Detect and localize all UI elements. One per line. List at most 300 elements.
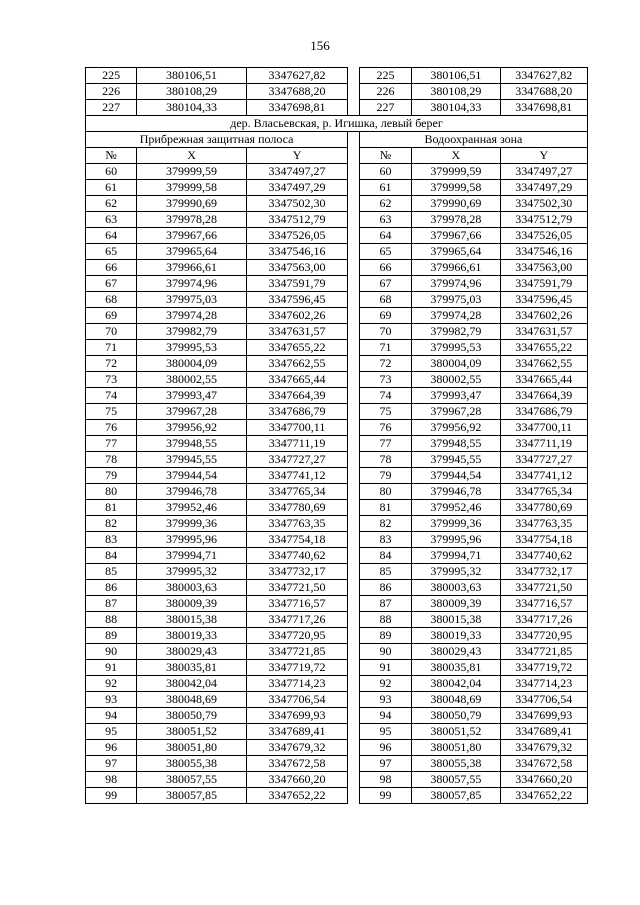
column-gap — [348, 740, 360, 756]
table-row — [86, 84, 588, 100]
y-coordinate-cell: 3347591,79 — [246, 276, 347, 292]
point-number-cell: 60 — [359, 164, 411, 180]
column-gap — [348, 548, 360, 564]
column-gap — [348, 404, 360, 420]
x-coordinate-cell: 379966,61 — [412, 260, 500, 276]
y-coordinate-cell: 3347714,23 — [500, 676, 587, 692]
x-coordinate-cell: 379974,96 — [412, 276, 500, 292]
x-coordinate-cell: 380108,29 — [412, 84, 500, 100]
x-coordinate-cell: 380002,55 — [137, 372, 247, 388]
y-coordinate-cell: 3347652,22 — [246, 788, 347, 804]
x-coordinate-cell: 379956,92 — [412, 420, 500, 436]
column-header-row — [86, 148, 588, 164]
y-coordinate-cell: 3347717,26 — [500, 612, 587, 628]
number-column-header: № — [86, 148, 137, 164]
x-coordinate-cell: 379975,03 — [412, 292, 500, 308]
point-number-cell: 65 — [359, 244, 411, 260]
point-number-cell: 81 — [86, 500, 137, 516]
table-row — [86, 308, 588, 324]
x-coordinate-cell: 379995,32 — [412, 564, 500, 580]
x-coordinate-cell: 380029,43 — [137, 644, 247, 660]
point-number-cell: 76 — [359, 420, 411, 436]
y-column-header: Y — [246, 148, 347, 164]
x-coordinate-cell: 379967,66 — [412, 228, 500, 244]
column-gap — [348, 580, 360, 596]
point-number-cell: 78 — [359, 452, 411, 468]
point-number-cell: 67 — [359, 276, 411, 292]
point-number-cell: 61 — [359, 180, 411, 196]
y-coordinate-cell: 3347689,41 — [246, 724, 347, 740]
column-gap — [348, 68, 360, 84]
x-coordinate-cell: 379967,66 — [137, 228, 247, 244]
table-row — [86, 228, 588, 244]
point-number-cell: 76 — [86, 420, 137, 436]
table-row — [86, 612, 588, 628]
y-coordinate-cell: 3347512,79 — [246, 212, 347, 228]
table-row — [86, 532, 588, 548]
point-number-cell: 93 — [359, 692, 411, 708]
page-number: 156 — [310, 38, 330, 53]
y-coordinate-cell: 3347711,19 — [500, 436, 587, 452]
point-number-cell: 77 — [359, 436, 411, 452]
x-coordinate-cell: 380003,63 — [137, 580, 247, 596]
column-gap — [348, 228, 360, 244]
x-coordinate-cell: 380019,33 — [412, 628, 500, 644]
x-coordinate-cell: 380042,04 — [137, 676, 247, 692]
y-coordinate-cell: 3347763,35 — [246, 516, 347, 532]
point-number-cell: 99 — [86, 788, 137, 804]
column-gap — [348, 660, 360, 676]
x-coordinate-cell: 379978,28 — [137, 212, 247, 228]
x-coordinate-cell: 379948,55 — [137, 436, 247, 452]
y-coordinate-cell: 3347662,55 — [246, 356, 347, 372]
table-row — [86, 420, 588, 436]
table-row — [86, 708, 588, 724]
table-row — [86, 564, 588, 580]
column-gap — [348, 420, 360, 436]
y-coordinate-cell: 3347689,41 — [500, 724, 587, 740]
point-number-cell: 92 — [359, 676, 411, 692]
y-coordinate-cell: 3347655,22 — [500, 340, 587, 356]
x-coordinate-cell: 380004,09 — [137, 356, 247, 372]
y-coordinate-cell: 3347497,29 — [500, 180, 587, 196]
x-coordinate-cell: 379999,58 — [137, 180, 247, 196]
point-number-cell: 78 — [86, 452, 137, 468]
table-row — [86, 404, 588, 420]
point-number-cell: 90 — [86, 644, 137, 660]
point-number-cell: 91 — [359, 660, 411, 676]
x-coordinate-cell: 379999,59 — [412, 164, 500, 180]
point-number-cell: 64 — [86, 228, 137, 244]
point-number-cell: 88 — [86, 612, 137, 628]
point-number-cell: 94 — [359, 708, 411, 724]
x-coordinate-cell: 379946,78 — [412, 484, 500, 500]
point-number-cell: 96 — [86, 740, 137, 756]
table-row — [86, 68, 588, 84]
y-coordinate-cell: 3347596,45 — [500, 292, 587, 308]
x-coordinate-cell: 380015,38 — [137, 612, 247, 628]
point-number-cell: 79 — [86, 468, 137, 484]
y-coordinate-cell: 3347686,79 — [246, 404, 347, 420]
y-coordinate-cell: 3347727,27 — [500, 452, 587, 468]
x-coordinate-cell: 379944,54 — [137, 468, 247, 484]
column-gap — [348, 484, 360, 500]
x-coordinate-cell: 380104,33 — [412, 100, 500, 116]
y-coordinate-cell: 3347660,20 — [500, 772, 587, 788]
point-number-cell: 72 — [359, 356, 411, 372]
point-number-cell: 82 — [359, 516, 411, 532]
x-coordinate-cell: 379966,61 — [137, 260, 247, 276]
point-number-cell: 64 — [359, 228, 411, 244]
x-coordinate-cell: 380057,55 — [137, 772, 247, 788]
column-gap — [348, 628, 360, 644]
x-coordinate-cell: 380051,52 — [412, 724, 500, 740]
table-row — [86, 676, 588, 692]
column-gap — [348, 436, 360, 452]
y-coordinate-cell: 3347699,93 — [500, 708, 587, 724]
table-row — [86, 196, 588, 212]
y-coordinate-cell: 3347698,81 — [246, 100, 347, 116]
point-number-cell: 227 — [86, 100, 137, 116]
point-number-cell: 81 — [359, 500, 411, 516]
column-gap — [348, 388, 360, 404]
point-number-cell: 60 — [86, 164, 137, 180]
x-coordinate-cell: 380057,85 — [137, 788, 247, 804]
point-number-cell: 84 — [86, 548, 137, 564]
y-coordinate-cell: 3347716,57 — [246, 596, 347, 612]
x-coordinate-cell: 380055,38 — [137, 756, 247, 772]
point-number-cell: 86 — [86, 580, 137, 596]
y-coordinate-cell: 3347563,00 — [500, 260, 587, 276]
right-section-header: Водоохранная зона — [359, 132, 587, 148]
y-coordinate-cell: 3347660,20 — [246, 772, 347, 788]
table-row — [86, 548, 588, 564]
table-row — [86, 372, 588, 388]
y-coordinate-cell: 3347526,05 — [500, 228, 587, 244]
table-row — [86, 756, 588, 772]
column-gap — [348, 516, 360, 532]
x-coordinate-cell: 379946,78 — [137, 484, 247, 500]
x-coordinate-cell: 380106,51 — [137, 68, 247, 84]
y-coordinate-cell: 3347720,95 — [246, 628, 347, 644]
column-gap — [348, 132, 360, 148]
x-coordinate-cell: 379999,36 — [412, 516, 500, 532]
x-coordinate-cell: 379952,46 — [137, 500, 247, 516]
x-coordinate-cell: 379967,28 — [412, 404, 500, 420]
x-column-header: X — [412, 148, 500, 164]
point-number-cell: 84 — [359, 548, 411, 564]
x-coordinate-cell: 379995,96 — [137, 532, 247, 548]
y-coordinate-cell: 3347672,58 — [500, 756, 587, 772]
table-row — [86, 292, 588, 308]
x-coordinate-cell: 379974,28 — [412, 308, 500, 324]
point-number-cell: 66 — [86, 260, 137, 276]
y-coordinate-cell: 3347688,20 — [500, 84, 587, 100]
x-coordinate-cell: 380002,55 — [412, 372, 500, 388]
column-gap — [348, 596, 360, 612]
column-gap — [348, 84, 360, 100]
x-coordinate-cell: 380050,79 — [412, 708, 500, 724]
x-coordinate-cell: 380057,55 — [412, 772, 500, 788]
point-number-cell: 225 — [359, 68, 411, 84]
point-number-cell: 73 — [86, 372, 137, 388]
column-gap — [348, 692, 360, 708]
point-number-cell: 62 — [86, 196, 137, 212]
y-coordinate-cell: 3347664,39 — [500, 388, 587, 404]
y-coordinate-cell: 3347740,62 — [500, 548, 587, 564]
point-number-cell: 98 — [359, 772, 411, 788]
y-coordinate-cell: 3347717,26 — [246, 612, 347, 628]
y-coordinate-cell: 3347546,16 — [500, 244, 587, 260]
y-coordinate-cell: 3347765,34 — [246, 484, 347, 500]
section-header-row — [86, 132, 588, 148]
x-coordinate-cell: 379948,55 — [412, 436, 500, 452]
table-row — [86, 772, 588, 788]
y-coordinate-cell: 3347652,22 — [500, 788, 587, 804]
y-coordinate-cell: 3347780,69 — [500, 500, 587, 516]
y-coordinate-cell: 3347627,82 — [246, 68, 347, 84]
column-gap — [348, 756, 360, 772]
x-coordinate-cell: 380035,81 — [137, 660, 247, 676]
table-row — [86, 436, 588, 452]
column-gap — [348, 212, 360, 228]
column-gap — [348, 164, 360, 180]
table-row — [86, 644, 588, 660]
column-gap — [348, 260, 360, 276]
point-number-cell: 68 — [359, 292, 411, 308]
table-row — [86, 628, 588, 644]
x-coordinate-cell: 379945,55 — [137, 452, 247, 468]
point-number-cell: 80 — [359, 484, 411, 500]
point-number-cell: 87 — [86, 596, 137, 612]
x-coordinate-cell: 379994,71 — [412, 548, 500, 564]
y-coordinate-cell: 3347563,00 — [246, 260, 347, 276]
column-gap — [348, 676, 360, 692]
y-coordinate-cell: 3347714,23 — [246, 676, 347, 692]
point-number-cell: 83 — [86, 532, 137, 548]
x-coordinate-cell: 379995,96 — [412, 532, 500, 548]
x-coordinate-cell: 380048,69 — [412, 692, 500, 708]
x-coordinate-cell: 379944,54 — [412, 468, 500, 484]
column-gap — [348, 324, 360, 340]
point-number-cell: 99 — [359, 788, 411, 804]
point-number-cell: 97 — [86, 756, 137, 772]
table-row — [86, 276, 588, 292]
column-gap — [348, 644, 360, 660]
y-coordinate-cell: 3347665,44 — [246, 372, 347, 388]
y-coordinate-cell: 3347497,29 — [246, 180, 347, 196]
point-number-cell: 65 — [86, 244, 137, 260]
table-row — [86, 740, 588, 756]
x-coordinate-cell: 379993,47 — [412, 388, 500, 404]
point-number-cell: 90 — [359, 644, 411, 660]
x-coordinate-cell: 380019,33 — [137, 628, 247, 644]
point-number-cell: 69 — [359, 308, 411, 324]
table-row — [86, 324, 588, 340]
y-coordinate-cell: 3347502,30 — [246, 196, 347, 212]
x-coordinate-cell: 379945,55 — [412, 452, 500, 468]
table-row — [86, 596, 588, 612]
point-number-cell: 70 — [359, 324, 411, 340]
table-row — [86, 660, 588, 676]
x-column-header: X — [137, 148, 247, 164]
table-row — [86, 260, 588, 276]
table-row — [86, 452, 588, 468]
y-coordinate-cell: 3347672,58 — [246, 756, 347, 772]
coordinates-table — [85, 67, 588, 804]
x-coordinate-cell: 380015,38 — [412, 612, 500, 628]
y-coordinate-cell: 3347602,26 — [246, 308, 347, 324]
x-coordinate-cell: 379974,96 — [137, 276, 247, 292]
point-number-cell: 91 — [86, 660, 137, 676]
point-number-cell: 62 — [359, 196, 411, 212]
point-number-cell: 89 — [359, 628, 411, 644]
column-gap — [348, 612, 360, 628]
x-coordinate-cell: 380104,33 — [137, 100, 247, 116]
y-coordinate-cell: 3347732,17 — [246, 564, 347, 580]
y-coordinate-cell: 3347700,11 — [500, 420, 587, 436]
column-gap — [348, 244, 360, 260]
y-coordinate-cell: 3347719,72 — [246, 660, 347, 676]
point-number-cell: 74 — [359, 388, 411, 404]
x-coordinate-cell: 380009,39 — [137, 596, 247, 612]
point-number-cell: 71 — [86, 340, 137, 356]
table-row — [86, 180, 588, 196]
column-gap — [348, 180, 360, 196]
table-row — [86, 468, 588, 484]
point-number-cell: 80 — [86, 484, 137, 500]
y-coordinate-cell: 3347662,55 — [500, 356, 587, 372]
y-coordinate-cell: 3347602,26 — [500, 308, 587, 324]
y-coordinate-cell: 3347711,19 — [246, 436, 347, 452]
x-coordinate-cell: 380051,80 — [412, 740, 500, 756]
x-coordinate-cell: 380048,69 — [137, 692, 247, 708]
column-gap — [348, 468, 360, 484]
x-coordinate-cell: 379974,28 — [137, 308, 247, 324]
point-number-cell: 74 — [86, 388, 137, 404]
x-coordinate-cell: 379982,79 — [412, 324, 500, 340]
y-coordinate-cell: 3347754,18 — [500, 532, 587, 548]
point-number-cell: 63 — [359, 212, 411, 228]
table-row — [86, 724, 588, 740]
x-coordinate-cell: 379978,28 — [412, 212, 500, 228]
y-coordinate-cell: 3347631,57 — [500, 324, 587, 340]
point-number-cell: 227 — [359, 100, 411, 116]
y-coordinate-cell: 3347665,44 — [500, 372, 587, 388]
y-coordinate-cell: 3347664,39 — [246, 388, 347, 404]
x-coordinate-cell: 380106,51 — [412, 68, 500, 84]
y-coordinate-cell: 3347721,85 — [246, 644, 347, 660]
column-gap — [348, 100, 360, 116]
x-coordinate-cell: 379995,32 — [137, 564, 247, 580]
y-coordinate-cell: 3347512,79 — [500, 212, 587, 228]
y-coordinate-cell: 3347679,32 — [246, 740, 347, 756]
x-coordinate-cell: 379952,46 — [412, 500, 500, 516]
y-coordinate-cell: 3347698,81 — [500, 100, 587, 116]
table-row — [86, 164, 588, 180]
point-number-cell: 92 — [86, 676, 137, 692]
y-coordinate-cell: 3347706,54 — [246, 692, 347, 708]
point-number-cell: 82 — [86, 516, 137, 532]
point-number-cell: 66 — [359, 260, 411, 276]
point-number-cell: 94 — [86, 708, 137, 724]
x-coordinate-cell: 379990,69 — [412, 196, 500, 212]
x-coordinate-cell: 379982,79 — [137, 324, 247, 340]
x-coordinate-cell: 380009,39 — [412, 596, 500, 612]
y-coordinate-cell: 3347741,12 — [500, 468, 587, 484]
x-coordinate-cell: 380051,80 — [137, 740, 247, 756]
table-row — [86, 692, 588, 708]
x-coordinate-cell: 379999,58 — [412, 180, 500, 196]
point-number-cell: 69 — [86, 308, 137, 324]
y-coordinate-cell: 3347727,27 — [246, 452, 347, 468]
y-column-header: Y — [500, 148, 587, 164]
point-number-cell: 226 — [86, 84, 137, 100]
y-coordinate-cell: 3347591,79 — [500, 276, 587, 292]
table-row — [86, 356, 588, 372]
y-coordinate-cell: 3347719,72 — [500, 660, 587, 676]
x-coordinate-cell: 379967,28 — [137, 404, 247, 420]
point-number-cell: 85 — [86, 564, 137, 580]
table-row — [86, 500, 588, 516]
point-number-cell: 83 — [359, 532, 411, 548]
point-number-cell: 95 — [359, 724, 411, 740]
table-row — [86, 580, 588, 596]
x-coordinate-cell: 379995,53 — [412, 340, 500, 356]
y-coordinate-cell: 3347627,82 — [500, 68, 587, 84]
y-coordinate-cell: 3347721,85 — [500, 644, 587, 660]
y-coordinate-cell: 3347526,05 — [246, 228, 347, 244]
point-number-cell: 79 — [359, 468, 411, 484]
column-gap — [348, 452, 360, 468]
x-coordinate-cell: 379993,47 — [137, 388, 247, 404]
point-number-cell: 75 — [86, 404, 137, 420]
column-gap — [348, 788, 360, 804]
column-gap — [348, 532, 360, 548]
y-coordinate-cell: 3347706,54 — [500, 692, 587, 708]
y-coordinate-cell: 3347688,20 — [246, 84, 347, 100]
left-section-header: Прибрежная защитная полоса — [86, 132, 348, 148]
y-coordinate-cell: 3347741,12 — [246, 468, 347, 484]
point-number-cell: 71 — [359, 340, 411, 356]
table-row — [86, 340, 588, 356]
point-number-cell: 89 — [86, 628, 137, 644]
column-gap — [348, 500, 360, 516]
y-coordinate-cell: 3347596,45 — [246, 292, 347, 308]
column-gap — [348, 356, 360, 372]
y-coordinate-cell: 3347740,62 — [246, 548, 347, 564]
column-gap — [348, 340, 360, 356]
column-gap — [348, 772, 360, 788]
y-coordinate-cell: 3347732,17 — [500, 564, 587, 580]
point-number-cell: 97 — [359, 756, 411, 772]
point-number-cell: 68 — [86, 292, 137, 308]
y-coordinate-cell: 3347679,32 — [500, 740, 587, 756]
point-number-cell: 225 — [86, 68, 137, 84]
point-number-cell: 61 — [86, 180, 137, 196]
x-coordinate-cell: 379956,92 — [137, 420, 247, 436]
column-gap — [348, 724, 360, 740]
point-number-cell: 226 — [359, 84, 411, 100]
point-number-cell: 86 — [359, 580, 411, 596]
location-title-row — [86, 116, 588, 132]
point-number-cell: 75 — [359, 404, 411, 420]
y-coordinate-cell: 3347497,27 — [246, 164, 347, 180]
x-coordinate-cell: 379965,64 — [412, 244, 500, 260]
table-row — [86, 388, 588, 404]
point-number-cell: 72 — [86, 356, 137, 372]
y-coordinate-cell: 3347721,50 — [500, 580, 587, 596]
